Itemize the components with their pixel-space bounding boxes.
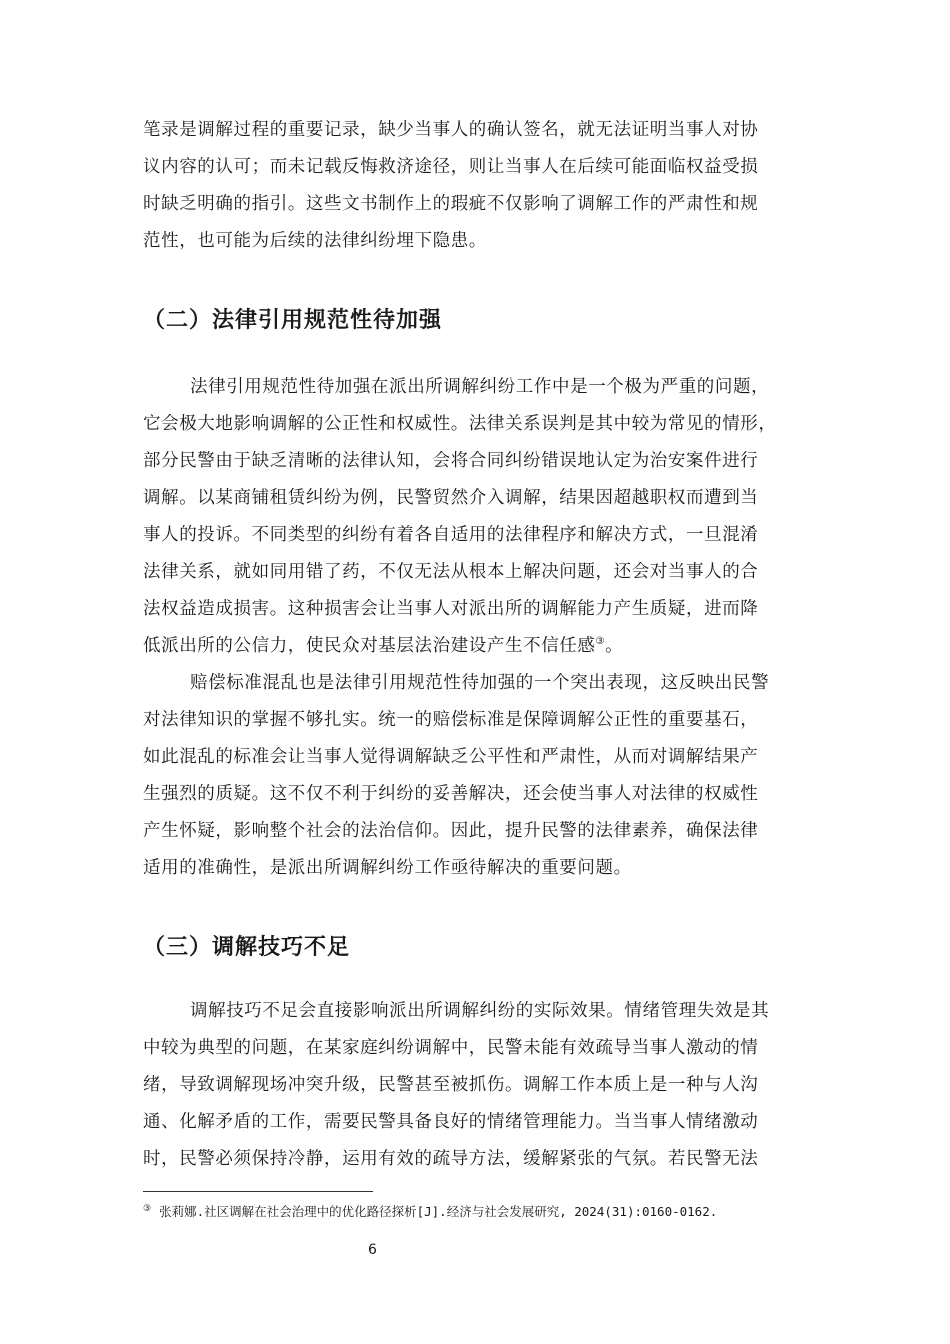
footnote-text: 张莉娜.社区调解在社会治理中的优化路径探析[J].经济与社会发展研究, 2024(31):0160-0162. [159, 1204, 718, 1219]
paragraph-line: 通、化解矛盾的工作，需要民警具备良好的情绪管理能力。当当事人情绪激动 [143, 1112, 759, 1132]
section-heading: （三）调解技巧不足 [143, 935, 351, 960]
paragraph-line: 赔偿标准混乱也是法律引用规范性待加强的一个突出表现，这反映出民警 [190, 673, 770, 693]
paragraph-line: 法律引用规范性待加强在派出所调解纠纷工作中是一个极为严重的问题， [190, 377, 770, 397]
paragraph-line: 议内容的认可；而未记载反悔救济途径，则让当事人在后续可能面临权益受损 [143, 157, 759, 177]
paragraph-line: 生强烈的质疑。这不仅不利于纠纷的妥善解决，还会使当事人对法律的权威性 [143, 784, 759, 804]
paragraph-line: 产生怀疑，影响整个社会的法治信仰。因此，提升民警的法律素养，确保法律 [143, 821, 759, 841]
paragraph-line [143, 628, 823, 664]
footnote-reference[interactable]: ③ [595, 636, 606, 648]
paragraph-line: 中较为典型的问题，在某家庭纠纷调解中，民警未能有效疏导当事人激动的情 [143, 1038, 759, 1058]
paragraph-line-end: 。 [605, 636, 624, 656]
footnote-mark: ③ [143, 1203, 152, 1214]
paragraph-line: 调解技巧不足会直接影响派出所调解纠纷的实际效果。情绪管理失效是其 [190, 1001, 770, 1021]
footnote [143, 1202, 717, 1220]
paragraph-line: 法权益造成损害。这种损害会让当事人对派出所的调解能力产生质疑，进而降 [143, 599, 759, 619]
footnote-divider [143, 1191, 373, 1192]
paragraph-line: 时缺乏明确的指引。这些文书制作上的瑕疵不仅影响了调解工作的严肃性和规 [143, 194, 759, 214]
paragraph-line: 适用的准确性，是派出所调解纠纷工作亟待解决的重要问题。 [143, 858, 632, 878]
paragraph-line: 法律关系，就如同用错了药，不仅无法从根本上解决问题，还会对当事人的合 [143, 562, 759, 582]
paragraph-line: 绪，导致调解现场冲突升级，民警甚至被抓伤。调解工作本质上是一种与人沟 [143, 1075, 759, 1095]
section-heading: （二）法律引用规范性待加强 [143, 308, 443, 333]
paragraph-line: 事人的投诉。不同类型的纠纷有着各自适用的法律程序和解决方式，一旦混淆 [143, 525, 759, 545]
paragraph-line: 对法律知识的掌握不够扎实。统一的赔偿标准是保障调解公正性的重要基石， [143, 710, 759, 730]
paragraph-line: 笔录是调解过程的重要记录，缺少当事人的确认签名，就无法证明当事人对协 [143, 120, 759, 140]
paragraph-line: 部分民警由于缺乏清晰的法律认知，会将合同纠纷错误地认定为治安案件进行 [143, 451, 759, 471]
paragraph-line: 它会极大地影响调解的公正性和权威性。法律关系误判是其中较为常见的情形， [143, 414, 777, 434]
paragraph-line-text: 低派出所的公信力，使民众对基层法治建设产生不信任感 [143, 636, 596, 656]
paragraph-line: 时，民警必须保持冷静，运用有效的疏导方法，缓解紧张的气氛。若民警无法 [143, 1149, 759, 1169]
paragraph-line: 调解。以某商铺租赁纠纷为例，民警贸然介入调解，结果因超越职权而遭到当 [143, 488, 759, 508]
paragraph-line: 如此混乱的标准会让当事人觉得调解缺乏公平性和严肃性，从而对调解结果产 [143, 747, 759, 767]
paragraph-line: 范性，也可能为后续的法律纠纷埋下隐患。 [143, 231, 487, 251]
page-number: 6 [368, 1242, 377, 1258]
